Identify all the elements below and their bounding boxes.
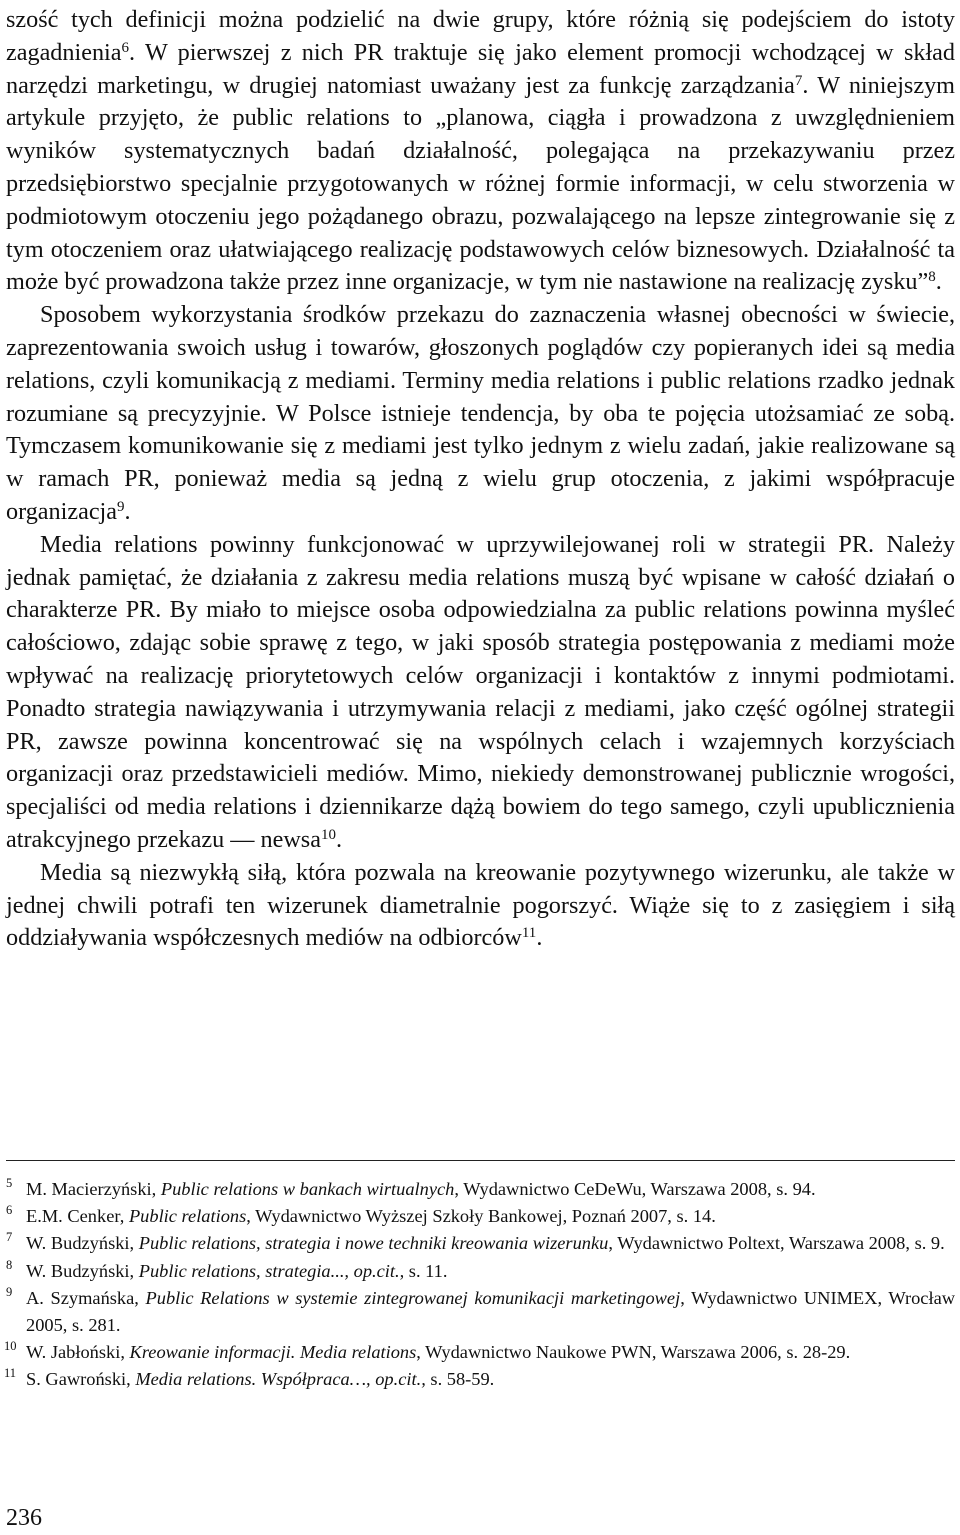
page-number: 236 [6,1505,42,1531]
footnotes [6,1176,955,1394]
footnote-number: 7 [6,1230,13,1245]
footnote-ref-9[interactable]: 9 [117,498,125,515]
paragraph-3: Media relations powinny funkcjonować w uprzywilejowanej roli w strategii PR. Należy jednak pamiętać, że działania z zakresu media relations muszą być wpisane w całość działań o charakterze PR. By miało to miejsce osoba odpowiedzialna za public relations powinna myśleć całościowo, zdając sobie sprawę z tego, w jaki sposób strategia postępowania z mediami może wpływać na realizację priorytetowych celów organizacji i kontaktów z innymi podmiotami. Ponadto strategia nawiązywania i utrzymywania relacji z mediami, jako część ogólnej strategii PR, zawsze powinna koncentrować się na wspólnych celach i wzajemnych korzyściach organizacji oraz przedstawicieli mediów. Mimo, niekiedy demonstrowanej publicznie wrogości, specjaliści od media relations i dziennikarze dążą bowiem do tego samego, czyli upublicznienia atrakcyjnego przekazu — newsa$^{10}$. [6,530,955,853]
footnote-number: 11 [4,1366,17,1381]
footnote-10: 10 W. Jabłoński, Kreowanie informacji. Media relations, Wydawnictwo Naukowe PWN, Warszawa 2006, s. 28-29. [6,1339,955,1366]
paragraph-4: Media są niezwykłą siłą, która pozwala na kreowanie pozytywnego wizerunku, ale także w jednej chwili potrafi ten wizerunek diametralnie pogorszyć. Wiąże się to z zasięgiem i siłą oddziaływania współczesnych mediów na odbiorców$^{11}$. [6,858,955,952]
footnote-11: 11 S. Gawroński, Media relations. Współpraca…, op.cit., s. 58-59. [6,1366,955,1393]
footnote-number: 8 [6,1257,13,1272]
footnote-ref-11[interactable]: 11 [521,925,537,942]
footnote-7: 7 W. Budzyński, Public relations, strategia i nowe techniki kreowania wizerunku, Wydawnictwo Poltext, Warszawa 2008, s. 9. [6,1230,955,1257]
footnote-separator [6,1160,955,1161]
paragraph-1: szość tych definicji można podzielić na dwie grupy, które różnią się podejściem do istoty zagadnienia$^6$. W pierwszej z nich PR traktuje się jako element promocji wchodzącej w skład narzędzi marketingu, w drugiej natomiast uważany jest za funkcję zarządzania$^7$. W niniejszym artykule przyjęto, że public relations to „planowa, ciągła i prowadzona z uwzględnieniem wyników systematycznych badań działalność, polegająca na przekazywaniu przez przedsiębiorstwo specjalnie przygotowanych w różnej formie informacji, w celu stworzenia w podmiotowym otoczeniu jego pożądanego obrazu, pozwalającego na lepsze zintegrowanie się z tym otoczeniem oraz ułatwiającego realizację podstawowych celów biznesowych. Działalność ta może być prowadzona także przez inne organizacje, w tym nie nastawione na realizację zysku”$^8$. [6,6,955,296]
footnote-6: 6 E.M. Cenker, Public relations, Wydawnictwo Wyższej Szkoły Bankowej, Poznań 2007, s. 14. [6,1203,955,1230]
footnote-number: 9 [6,1284,13,1299]
footnote-9: 9 A. Szymańska, Public Relations w systemie zintegrowanej komunikacji marketingowej, Wydawnictwo UNIMEX, Wrocław 2005, s. 281. [6,1285,955,1339]
footnote-number: 10 [4,1339,17,1354]
footnote-ref-7[interactable]: 7 [794,72,803,89]
footnote-number: 6 [6,1203,13,1218]
paragraph-2: Sposobem wykorzystania środków przekazu do zaznaczenia własnej obecności w świecie, zaprezentowania swoich usług i towarów, głoszonych poglądów czy popieranych idei są media relations, czyli komunikacją z mediami. Terminy media relations i public relations rzadko jednak rozumiane są precyzyjnie. W Polsce istnieje tendencja, by oba te pojęcia utożsamiać ze sobą. Tymczasem komunikowanie się z mediami jest tylko jednym z wielu zadań, jakie realizowane są w ramach PR, ponieważ media są jedną z wielu grup otoczenia, z jakimi współpracuje organizacja$^9$. [6,301,955,525]
footnote-ref-10[interactable]: 10 [320,826,336,843]
footnote-ref-8[interactable]: 8 [928,269,936,286]
footnote-ref-6[interactable]: 6 [121,39,129,56]
body-text [6,4,955,955]
footnote-number: 5 [6,1176,13,1190]
footnote-5: 5 M. Macierzyński, Public relations w bankach wirtualnych, Wydawnictwo CeDeWu, Warszawa 2008, s. 94. [6,1176,955,1203]
footnote-8: 8 W. Budzyński, Public relations, strategia..., op.cit., s. 11. [6,1258,955,1285]
